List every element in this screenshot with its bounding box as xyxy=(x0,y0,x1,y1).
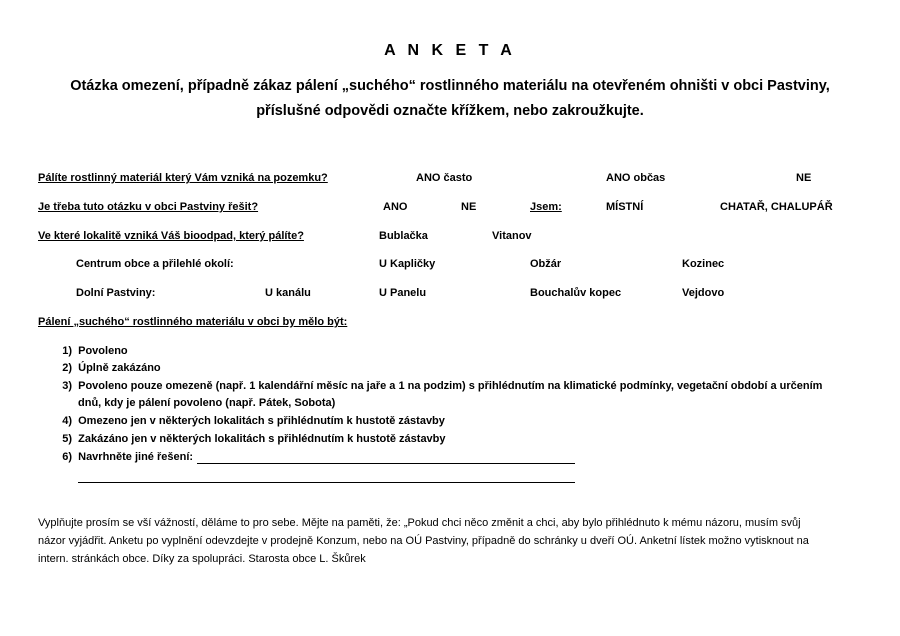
list-text: Omezeno jen v některých lokalitách s přihlédnutím k hustotě zástavby xyxy=(78,415,445,427)
q3-option-vitanov[interactable]: Vitanov xyxy=(492,230,532,242)
q2-option-no[interactable]: NE xyxy=(461,201,477,213)
question-1-label: Pálíte rostlinný materiál který Vám vzniká na pozemku? xyxy=(38,172,328,184)
q1-option-often[interactable]: ANO často xyxy=(416,172,473,184)
list-number: 3) xyxy=(62,380,72,392)
answer-line-1[interactable] xyxy=(197,463,575,464)
q2-option-yes[interactable]: ANO xyxy=(383,201,408,213)
subtitle-line-2: příslušné odpovědi označte křížkem, nebo zakroužkujte. xyxy=(256,103,644,119)
list-text: Zakázáno jen v některých lokalitách s přihlédnutím k hustotě zástavby xyxy=(78,433,446,445)
footer-text-line-3: intern. stránkách obce. Díky za spolupráci. Starosta obce L. Škůrek xyxy=(38,553,366,565)
list-item[interactable] xyxy=(56,451,193,463)
list-number: 2) xyxy=(62,362,72,374)
list-number: 1) xyxy=(62,345,72,357)
q3-option-bublacka[interactable]: Bublačka xyxy=(379,230,428,242)
list-item[interactable] xyxy=(56,380,822,392)
list-number: 6) xyxy=(62,451,72,463)
q3-option-bouchaluv-kopec[interactable]: Bouchalův kopec xyxy=(530,287,622,299)
question-2-label: Je třeba tuto otázku v obci Pastviny řešit? xyxy=(38,201,259,213)
jsem-label: Jsem: xyxy=(530,201,562,213)
q3-center-label: Centrum obce a přilehlé okolí: xyxy=(76,258,234,270)
q2-option-local[interactable]: MÍSTNÍ xyxy=(606,201,644,213)
q3-option-u-panelu[interactable]: U Panelu xyxy=(379,287,427,299)
q2-option-cottager[interactable]: CHATAŘ, CHALUPÁŘ xyxy=(720,201,833,213)
footer-text-line-2: názor vyjádřit. Anketu po vyplnění odevzdejte v prodejně Konzum, nebo na OÚ Pastviny, případně do schránky u dveří OÚ. Anketní lístek možno vytisknout na xyxy=(38,535,809,547)
q3-lower-label: Dolní Pastviny: xyxy=(76,287,156,299)
subtitle-line-1: Otázka omezení, případně zákaz pálení „suchého“ rostlinného materiálu na otevřeném ohništi v obci Pastviny, xyxy=(70,78,830,94)
page-title: A N K E T A xyxy=(384,42,516,59)
q3-option-kozinec[interactable]: Kozinec xyxy=(682,258,725,270)
q3-option-vejdovo[interactable]: Vejdovo xyxy=(682,287,725,299)
answer-line-2[interactable] xyxy=(78,482,575,483)
question-4-label: Pálení „suchého“ rostlinného materiálu v obci by mělo být: xyxy=(38,316,348,328)
list-text: Povoleno pouze omezeně (např. 1 kalendářní měsíc na jaře a 1 na podzim) s přihlédnutím na klimatické podmínky, vegetační období a určením xyxy=(78,380,823,392)
list-text: Navrhněte jiné řešení: xyxy=(78,451,194,463)
q1-option-sometimes[interactable]: ANO občas xyxy=(606,172,666,184)
list-text: Povoleno xyxy=(78,345,128,357)
list-item[interactable] xyxy=(56,345,128,357)
list-item[interactable] xyxy=(56,433,446,445)
list-text: Úplně zakázáno xyxy=(78,362,161,374)
list-item-continuation: dnů, kdy je pálení povoleno (např. Pátek, Sobota) xyxy=(78,397,336,409)
list-number: 5) xyxy=(62,433,72,445)
list-item[interactable] xyxy=(56,415,445,427)
footer-text-line-1: Vyplňujte prosím se vší vážností, děláme to pro sebe. Mějte na paměti, že: „Pokud chci něco změnit a chci, aby bylo přihlédnuto k mému názoru, musím svůj xyxy=(38,517,801,529)
list-number: 4) xyxy=(62,415,72,427)
question-3-label: Ve které lokalitě vzniká Váš bioodpad, který pálíte? xyxy=(38,230,304,242)
q3-option-u-kaplicky[interactable]: U Kapličky xyxy=(379,258,436,270)
q3-option-u-kanalu[interactable]: U kanálu xyxy=(265,287,311,299)
q1-option-no[interactable]: NE xyxy=(796,172,812,184)
q3-option-obzar[interactable]: Obžár xyxy=(530,258,562,270)
list-item[interactable] xyxy=(56,362,161,374)
